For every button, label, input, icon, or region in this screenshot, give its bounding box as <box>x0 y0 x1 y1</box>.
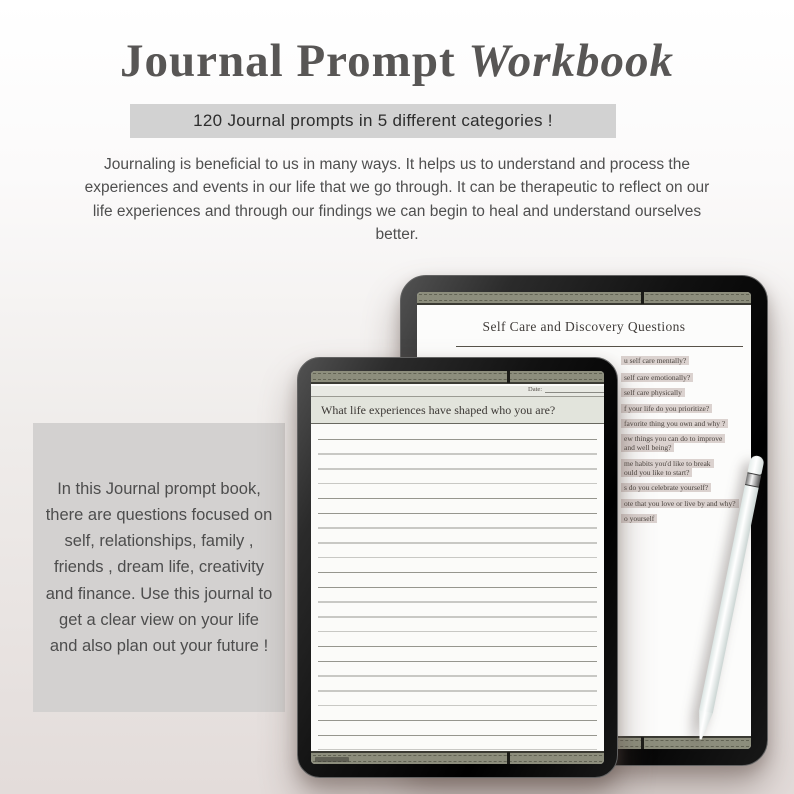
question-item: o yourself <box>621 514 657 523</box>
strip-notch <box>507 371 510 383</box>
back-page-title: Self Care and Discovery Questions <box>482 319 686 334</box>
question-item: favorite thing you own and why ? <box>621 419 728 428</box>
banner <box>130 104 616 138</box>
page-title-regular: Journal Prompt <box>120 35 456 87</box>
prompt-band <box>311 396 604 424</box>
question-item: self care emotionally? <box>621 373 693 382</box>
side-note-text: In this Journal prompt book, there are questions focused on self, relationships, family , friends , dream life, creativity and finance. Use this journal to get a clear view on your life and also plan out your future ! <box>45 480 273 655</box>
tablet-front <box>297 357 618 778</box>
tablet-front-screen <box>311 371 604 764</box>
intro-paragraph: Journaling is beneficial to us in many ways. It helps us to understand and process the experiences and events in our life that we go through. It can be therapeutic to reflect on our life experiences and through our findings we can begin to heal and understand ourselves better. <box>84 156 710 243</box>
prompt-text: What life experiences have shaped who you are? <box>321 402 556 417</box>
strip-notch <box>641 292 644 304</box>
stitch-strip-top <box>311 371 604 384</box>
stitch-strip-top <box>417 292 751 305</box>
stitch-strip-bottom <box>311 751 604 764</box>
date-fill-line <box>545 386 604 393</box>
strip-notch <box>507 752 510 764</box>
watermark <box>315 757 349 762</box>
title-underline <box>456 346 743 347</box>
banner-text: 120 Journal prompts in 5 different categories ! <box>193 111 553 130</box>
page-title <box>0 34 794 88</box>
question-item: me habits you'd like to break ould you like to start? <box>621 459 714 477</box>
question-item: s do you celebrate yourself? <box>621 483 711 492</box>
question-item: self care physically <box>621 388 685 397</box>
date-row <box>528 386 604 393</box>
side-note-box <box>33 423 285 712</box>
question-item: ew things you can do to improve and well being? <box>621 434 725 452</box>
page-title-italic: Workbook <box>468 35 674 87</box>
ruled-writing-lines <box>311 425 604 750</box>
question-item: u self care mentally? <box>621 356 689 365</box>
strip-notch <box>641 737 644 749</box>
date-label: Date: <box>528 386 543 393</box>
question-item: ote that you love or live by and why? <box>621 499 739 508</box>
question-item: f your life do you prioritize? <box>621 404 712 413</box>
